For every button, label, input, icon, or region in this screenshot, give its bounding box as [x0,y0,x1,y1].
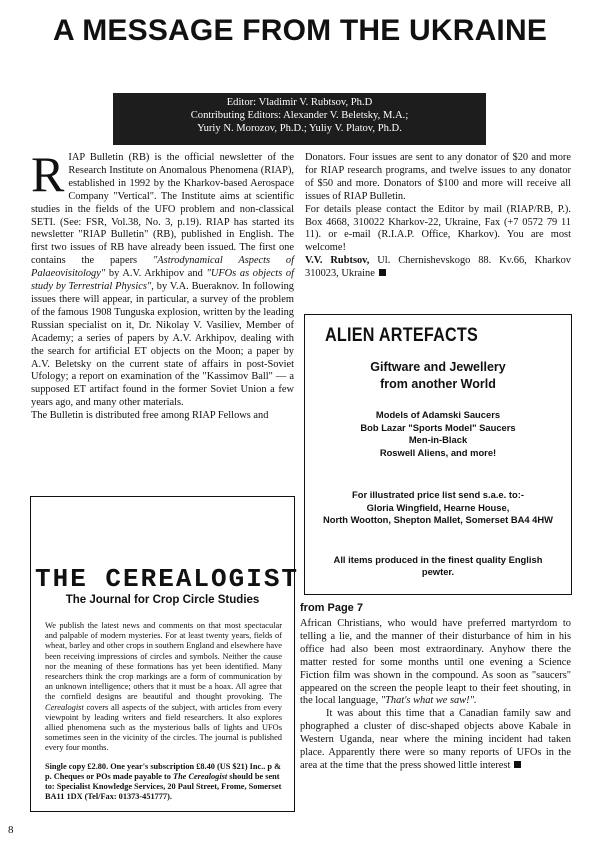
signature-address: Ul. Chernishevskogo 88. Kv.66, Kharkov 310023, Ukraine [305,255,571,280]
description-text: covers all aspects of the subject, with articles from every viewpoint by leading writers and field researchers. It also explores allied phenomena such as the mysterious balls of lights and UFOs sometimes seen in the vicinity of the circles. The journal is published every four months. [45,702,282,753]
contact-line: Gloria Wingfield, Hearne House, [366,501,510,513]
article-signature [305,255,571,281]
cerealogist-subtitle: The Journal for Crop Circle Studies [65,594,260,606]
article-text: IAP Bulletin (RB) is the official newsletter of the Research Institute on Anomalous Phenomena (RIAP), established in 1992 by the Kharkov-based Aerospace Company "Vertical". The Institute aims at scientific studies in the fields of the UFO problem and non-classical SETI. (See: FSR, Vol.38, No. 3, p.19). RIAP has started its newsletter "RIAP Bulletin" (RB), published in English. The first two issues of RB have already been issued. The first one contains the papers [31,152,294,267]
end-mark-icon [514,761,521,768]
alien-artefacts-ad [304,314,572,595]
continuation-text: African Christians, who would have preferred martyrdom to telling a lie, and the manner of their disturbance of him in his office had also been most extraordinary. Anyhow there the matter rested for some months until one evening a Science Fiction film was shown in the compound. As soon as "saucers" appeared on the screen the people leapt to their feet shouting, in the local language, [300,618,571,707]
article-column-right [305,152,571,281]
alien-ad-footer [305,554,571,579]
continuation-paragraph-2 [300,708,571,773]
list-item: Men-in-Black [408,434,468,445]
description-text: We publish the latest news and comments on that most spectacular and palpable of modern mysteries. For at least twenty years, fields of wheat, barley and other crops in southern England and elsewhere have been receiving impressions of circles and symbols. Neither the cause nor the meaning of these formations has yet been identified. Many researchers think the crop markings are a form of communication by an unknown intelligence; others that it must be a hoax. All agree that the cornfield designs are beautiful and thought provoking. The [45,621,282,702]
article-text: by A.V. Arkhipov and [105,268,207,280]
alien-ad-subtitle [305,359,571,393]
editor-line: Editor: Vladimir V. Rubtsov, Ph.D [226,97,373,108]
cerealogist-description [45,621,282,754]
alien-ad-footer-line-2: pewter. [421,566,455,577]
continuation-column [300,618,571,773]
contact-line: North Wootton, Shepton Mallet, Somerset BA4 4HW [322,514,554,525]
page-number: 8 [8,824,14,836]
contributing-editors-line-2: Yuriy N. Morozov, Ph.D.; Yuliy V. Platov, Ph.D. [197,123,402,134]
alien-ad-subtitle-line-1: Giftware and Jewellery [370,360,506,374]
paper-title: "UFOs as objects of study by Terrestrial Physics" [31,268,294,293]
list-item: Roswell Aliens, and more! [379,446,497,458]
cerealogist-logo: THE CEREALOGIST [35,564,300,594]
cerealogist-pricing [45,762,282,803]
article-text: , by V.A. Bueraknov. In following issues there will appear, in particular, a survey of the problem of the famous 1908 Tunguska explosion, written by the leading Russian specialist on it, Dr. Nikolay V. Vasiliev, Member of Academy; a series of papers by A.V. Arkhipov, dealing with the search for artificial ET objects on the Moon; a paper by A.V. Beletsky on the current state of affairs in post-Soviet Ufology; a report on examination of the "Kassimov Ball" — a supposed ET artifact found in the former Soviet Union a few years ago, and many other materials. [31,281,294,409]
pricing-text: Single copy £2.80. One year's subscription £8.40 (US $21) Inc.. p & p. Cheques or POs made payable to [45,761,282,781]
contact-line: For illustrated price list send s.a.e. to:- [352,489,524,500]
editor-credits-box [113,93,486,145]
article-paragraph-1 [31,146,295,410]
continuation-text: It was about this time that a Canadian family saw and phographed a cluster of disc-shaped objects above Kabale in Western Uganda, near where the mining incident had taken place. Apparently there were so many reports of UFOs in the area at the time that the press showed little interest [300,708,571,771]
continuation-paragraph-1 [300,618,571,708]
paper-title: "Astrodynamical Aspects of Palaeovisitology" [31,255,295,280]
journal-name: Cerealogist [45,702,84,712]
signature-name: V.V. Rubtsov, [305,255,370,267]
alien-ad-footer-line-1: All items produced in the finest quality English [333,553,543,565]
continuation-heading: from Page 7 [300,602,363,614]
pricing-text: should be sent to: Specialist Knowledge Services, 20 Paul Street, Frome, Somerset BA11 1DX (Tel/Fax: 01373-451777). [45,771,282,802]
alien-ad-contact [305,489,571,527]
cerealogist-ad [30,496,300,812]
article-column-left [31,146,295,423]
list-item: Bob Lazar "Sports Model" Saucers [360,421,516,433]
end-mark-icon [379,269,386,276]
page-title-text: A MESSAGE FROM THE UKRAINE [52,14,548,47]
contributing-editors-line-1: Contributing Editors: Alexander V. Beletsky, M.A.; [190,110,409,121]
drop-cap: R [31,146,65,202]
page-title [0,14,600,47]
article-paragraph-2: The Bulletin is distributed free among RIAP Fellows and [31,410,269,422]
article-paragraph-4: For details please contact the Editor by mail (RIAP/RB, P.). Box 4668, 310022 Kharkov-22, Ukraine, Fax (+7 0572 79 11 11). or e-mail (R.I.A.P. Office, Kharkov). You are most welcome! [305,203,571,254]
list-item: Models of Adamski Saucers [375,409,501,420]
journal-name: The Cerealogist [173,771,228,781]
article-paragraph-3: Donators. Four issues are sent to any donator of $20 and more for RIAP research programs, and twelve issues to any donator of $50 and more. Donators of $100 and more will receive all issues of RIAP Bulletin. [305,152,571,202]
alien-ad-product-list [305,409,571,459]
alien-ad-subtitle-line-2: from another World [380,377,496,391]
quoted-exclamation: "That's what we saw!". [380,695,477,707]
alien-ad-title: ALIEN ARTEFACTS [325,325,479,346]
